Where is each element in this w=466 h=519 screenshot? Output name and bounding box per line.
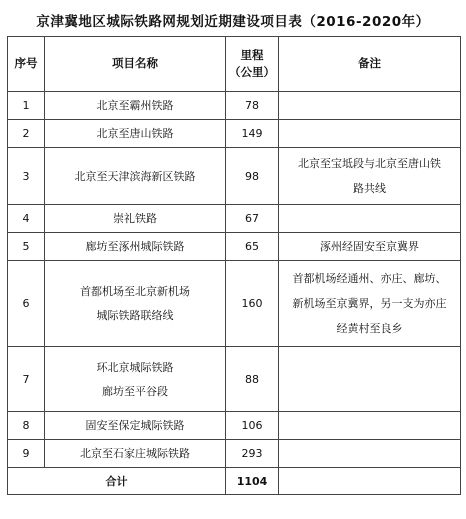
cell-name-line: 廊坊至涿州城际铁路 (85, 240, 185, 253)
cell-name-line: 固安至保定城际铁路 (85, 419, 185, 432)
cell-note (279, 92, 461, 120)
cell-name-line: 环北京城际铁路 (96, 360, 174, 374)
cell-length: 293 (226, 440, 279, 468)
header-name: 项目名称 (45, 37, 226, 92)
total-note (279, 468, 461, 495)
table-row (8, 205, 461, 233)
cell-note (279, 440, 461, 468)
cell-seq: 2 (8, 120, 45, 148)
cell-note (279, 205, 461, 233)
cell-length: 98 (226, 148, 279, 205)
cell-note-line: 路共线 (353, 182, 386, 195)
cell-name (45, 92, 226, 120)
table-row (8, 233, 461, 261)
cell-seq: 7 (8, 347, 45, 412)
cell-length: 65 (226, 233, 279, 261)
cell-name (45, 120, 226, 148)
header-length (226, 37, 279, 92)
table-row (8, 120, 461, 148)
cell-seq: 3 (8, 148, 45, 205)
cell-seq: 9 (8, 440, 45, 468)
table-row (8, 261, 461, 347)
table-row (8, 148, 461, 205)
cell-name (45, 347, 226, 412)
cell-note-line: 首都机场经通州、亦庄、廊坊、 (292, 272, 447, 285)
table-row (8, 92, 461, 120)
header-row (8, 37, 461, 92)
cell-name-line: 首都机场至北京新机场 (80, 285, 190, 298)
cell-seq: 6 (8, 261, 45, 347)
total-label: 合计 (8, 468, 226, 495)
header-length-unit: （公里） (229, 64, 275, 79)
cell-note-line: 经黄村至良乡 (336, 322, 403, 335)
cell-length: 67 (226, 205, 279, 233)
table-row (8, 347, 461, 412)
cell-length: 88 (226, 347, 279, 412)
cell-name-line: 崇礼铁路 (113, 212, 157, 225)
cell-name-line: 北京至石家庄城际铁路 (80, 447, 190, 460)
cell-name-line: 廊坊至平谷段 (102, 384, 168, 398)
cell-name-line: 城际铁路联络线 (96, 309, 174, 322)
cell-note (279, 347, 461, 412)
cell-seq: 5 (8, 233, 45, 261)
cell-seq: 1 (8, 92, 45, 120)
cell-name (45, 148, 226, 205)
cell-name-line: 北京至霸州铁路 (96, 99, 174, 112)
table-row (8, 412, 461, 440)
cell-note (279, 120, 461, 148)
table-row (8, 440, 461, 468)
cell-name-line: 北京至天津滨海新区铁路 (74, 169, 196, 183)
header-seq: 序号 (8, 37, 45, 92)
cell-seq: 4 (8, 205, 45, 233)
cell-note-line: 北京至宝坻段与北京至唐山铁 (298, 157, 441, 170)
cell-note (279, 148, 461, 205)
cell-name (45, 261, 226, 347)
cell-length: 78 (226, 92, 279, 120)
cell-note (279, 261, 461, 347)
cell-name (45, 233, 226, 261)
cell-note (279, 233, 461, 261)
cell-seq: 8 (8, 412, 45, 440)
cell-name (45, 440, 226, 468)
cell-note-line: 涿州经固安至京冀界 (320, 240, 419, 253)
cell-name (45, 412, 226, 440)
cell-name-line: 北京至唐山铁路 (96, 127, 174, 140)
cell-length: 149 (226, 120, 279, 148)
cell-note (279, 412, 461, 440)
cell-length: 106 (226, 412, 279, 440)
total-length: 1104 (226, 468, 279, 495)
header-length-label: 里程 (240, 48, 264, 62)
page-title: 京津冀地区城际铁路网规划近期建设项目表（2016-2020年） (36, 14, 430, 30)
total-row (8, 468, 461, 495)
project-table (7, 36, 461, 495)
cell-length: 160 (226, 261, 279, 347)
cell-name (45, 205, 226, 233)
cell-note-line: 新机场至京冀界，另一支为亦庄 (292, 297, 447, 310)
header-note: 备注 (279, 37, 461, 92)
